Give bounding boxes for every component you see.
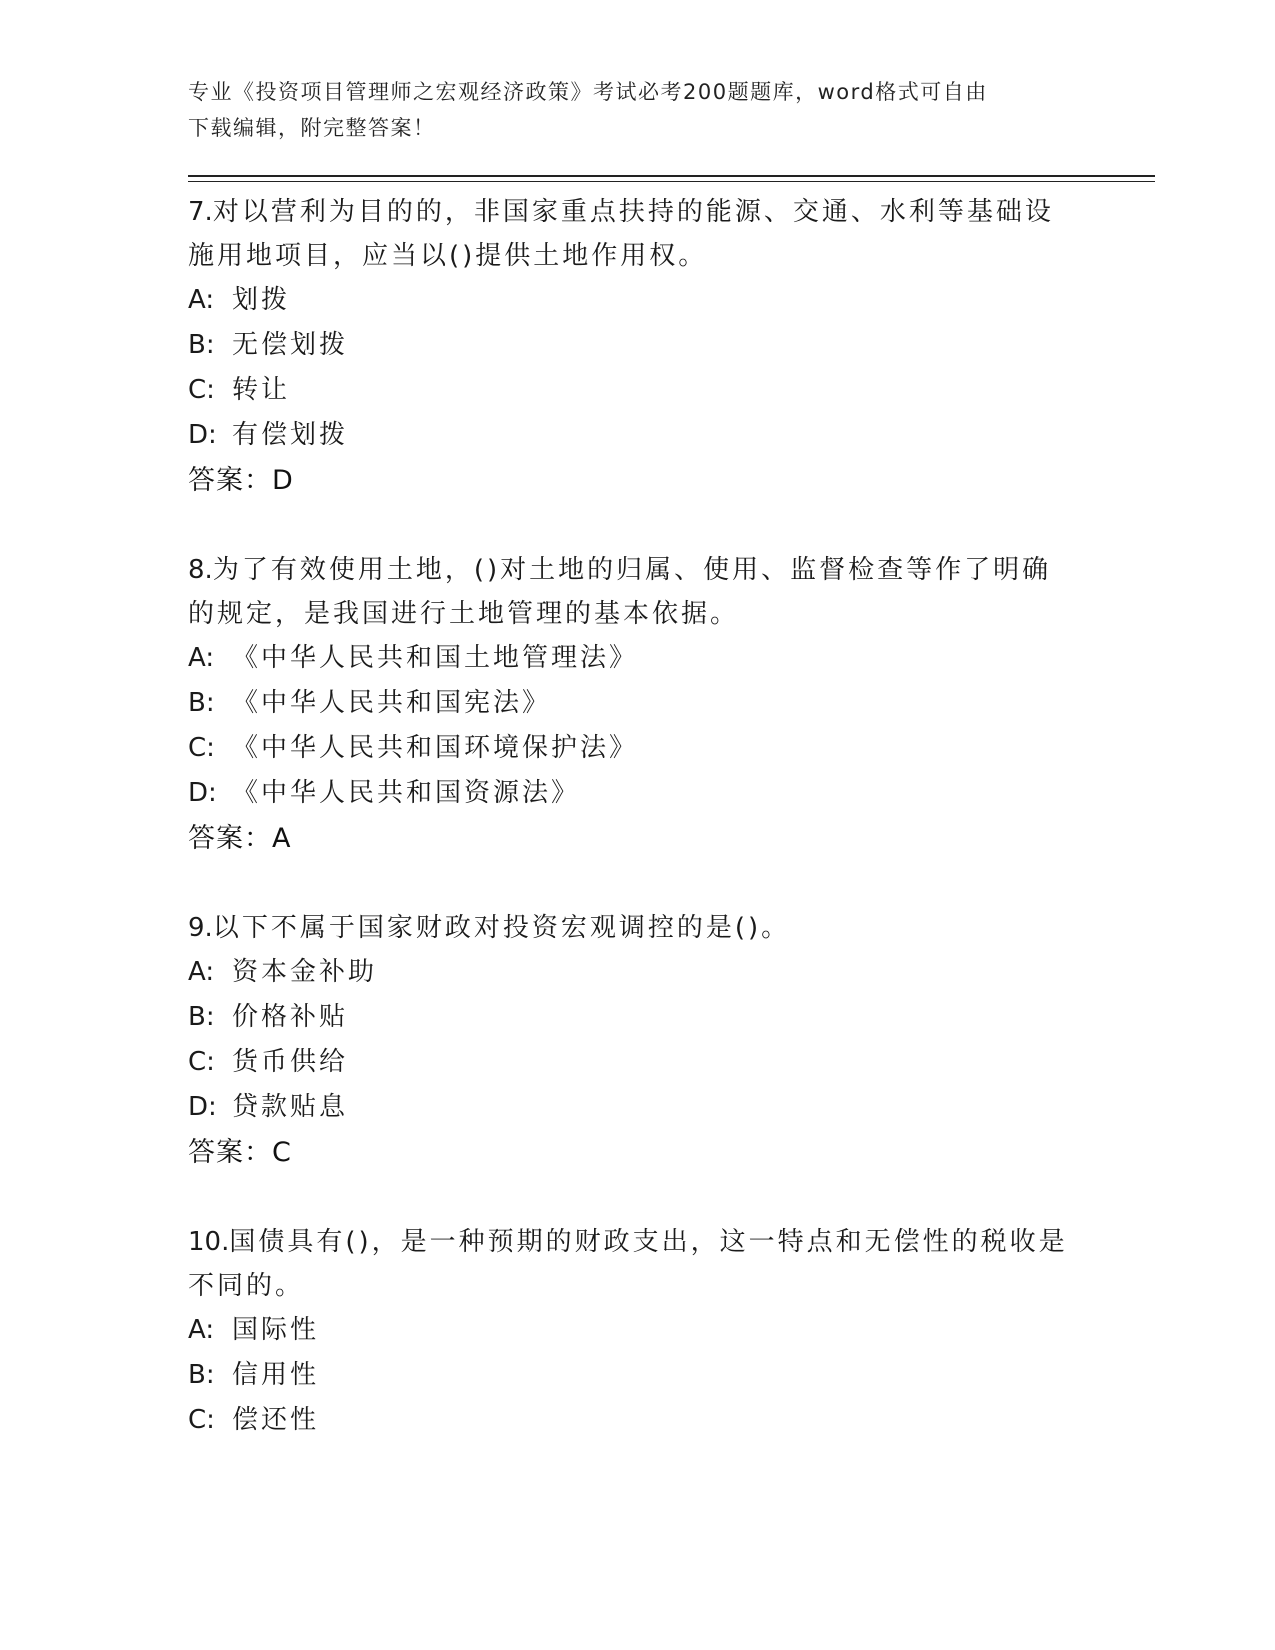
question-8 — [188, 548, 1088, 862]
question-stem-line-1: 对以营利为目的的，非国家重点扶持的能源、交通、水利等基础设 — [212, 197, 1054, 227]
option-text: 货币供给 — [232, 1047, 349, 1077]
question-number: 9. — [188, 913, 213, 943]
option-letter: D: — [188, 778, 217, 808]
question-number: 7. — [188, 197, 213, 227]
header-line-2: 下载编辑，附完整答案！ — [188, 116, 436, 140]
option-letter: A: — [188, 1315, 215, 1345]
header-divider-thick — [188, 175, 1155, 177]
question-stem-line-1: 为了有效使用土地，()对土地的归属、使用、监督检查等作了明确 — [212, 555, 1052, 585]
option-text: 贷款贴息 — [232, 1092, 349, 1122]
question-number: 8. — [188, 555, 213, 585]
option-letter: D: — [188, 1092, 217, 1122]
option-letter: B: — [188, 1360, 215, 1390]
option-d — [188, 1085, 1088, 1130]
option-text: 国际性 — [232, 1315, 320, 1345]
option-b — [188, 1353, 1088, 1398]
question-stem-line-1: 以下不属于国家财政对投资宏观调控的是()。 — [212, 913, 791, 943]
option-d — [188, 413, 1088, 458]
question-stem-line-1: 国债具有()，是一种预期的财政支出，这一特点和无偿性的税收是 — [229, 1227, 1068, 1257]
option-text: 《中华人民共和国土地管理法》 — [232, 643, 639, 673]
option-text: 信用性 — [232, 1360, 320, 1390]
question-10 — [188, 1220, 1088, 1443]
option-text: 转让 — [232, 375, 291, 405]
question-stem-line-2: 不同的。 — [188, 1271, 305, 1301]
option-letter: B: — [188, 1002, 215, 1032]
option-b — [188, 323, 1088, 368]
question-stem — [188, 1220, 1088, 1264]
option-a — [188, 278, 1088, 323]
question-7 — [188, 190, 1088, 504]
option-a — [188, 1308, 1088, 1353]
option-letter: A: — [188, 643, 215, 673]
option-b — [188, 995, 1088, 1040]
option-letter: C: — [188, 1047, 215, 1077]
option-letter: C: — [188, 375, 215, 405]
answer-line: 答案：C — [188, 1137, 292, 1168]
option-a — [188, 636, 1088, 681]
option-c — [188, 726, 1088, 771]
document-header — [188, 74, 1068, 146]
option-letter: B: — [188, 330, 215, 360]
question-stem — [188, 548, 1088, 592]
option-text: 有偿划拨 — [232, 420, 349, 450]
question-stem — [188, 190, 1088, 234]
option-letter: D: — [188, 420, 217, 450]
question-9 — [188, 906, 1088, 1176]
option-letter: A: — [188, 285, 215, 315]
option-text: 《中华人民共和国宪法》 — [232, 688, 552, 718]
question-number: 10. — [188, 1227, 230, 1257]
option-a — [188, 950, 1088, 995]
header-divider-thin — [188, 181, 1155, 182]
option-b — [188, 681, 1088, 726]
option-letter: B: — [188, 688, 215, 718]
answer-line: 答案：D — [188, 465, 294, 496]
question-list — [188, 190, 1088, 1487]
question-stem-line-2: 施用地项目，应当以()提供土地作用权。 — [188, 241, 708, 271]
option-text: 《中华人民共和国资源法》 — [232, 778, 581, 808]
option-text: 《中华人民共和国环境保护法》 — [232, 733, 639, 763]
option-c — [188, 1398, 1088, 1443]
option-c — [188, 368, 1088, 413]
option-d — [188, 771, 1088, 816]
option-text: 划拨 — [232, 285, 291, 315]
option-text: 价格补贴 — [232, 1002, 349, 1032]
header-line-1: 专业《投资项目管理师之宏观经济政策》考试必考200题题库，word格式可自由 — [188, 80, 988, 104]
option-text: 无偿划拨 — [232, 330, 349, 360]
answer-line: 答案：A — [188, 823, 292, 854]
question-stem-line-2: 的规定，是我国进行土地管理的基本依据。 — [188, 599, 740, 629]
option-c — [188, 1040, 1088, 1085]
option-letter: C: — [188, 733, 215, 763]
option-text: 资本金补助 — [232, 957, 378, 987]
option-text: 偿还性 — [232, 1405, 320, 1435]
option-letter: C: — [188, 1405, 215, 1435]
question-stem — [188, 906, 1088, 950]
option-letter: A: — [188, 957, 215, 987]
